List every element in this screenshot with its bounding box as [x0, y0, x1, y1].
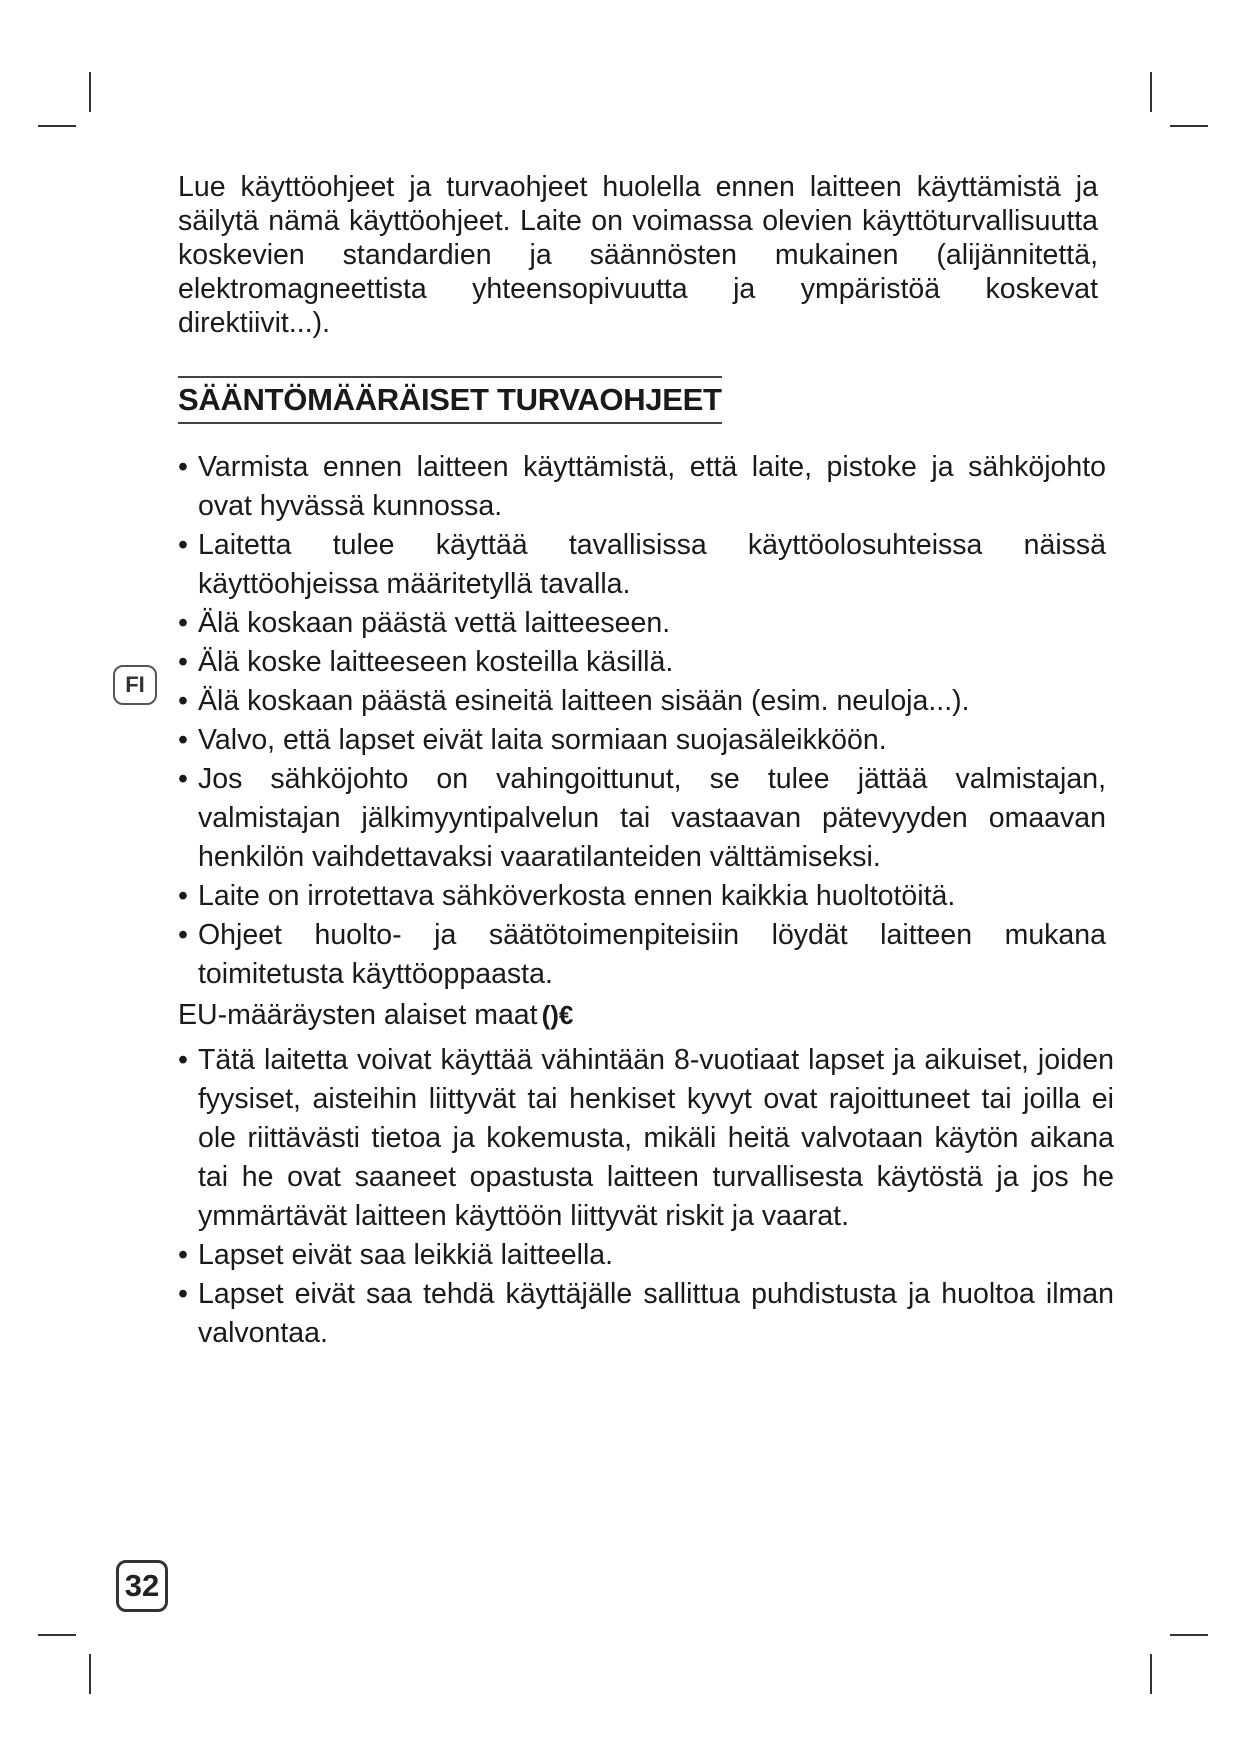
crop-mark-top-left-vertical	[89, 72, 91, 112]
crop-mark-bottom-left-horizontal	[38, 1634, 76, 1636]
eu-instructions-list	[178, 1041, 1114, 1353]
list-item: • Jos sähköjohto on vahingoittunut, se tulee jättää valmistajan, valmistajan jälkimyyntipalvelun tai vastaavan pätevyyden omaavan henkilön vaihdettavaksi vaaratilanteiden välttämiseksi.	[178, 760, 1106, 877]
eu-countries-label	[178, 997, 573, 1033]
list-item: • Laite on irrotettava sähköverkosta ennen kaikkia huoltotöitä.	[178, 877, 1106, 916]
list-item: • Ohjeet huolto- ja säätötoimenpiteisiin löydät laitteen mukana toimitetusta käyttöoppaasta.	[178, 916, 1106, 994]
intro-paragraph: Lue käyttöohjeet ja turvaohjeet huolella ennen laitteen käyttämistä ja säilytä nämä käyttöohjeet. Laite on voimassa olevien käyttöturvallisuutta koskevien standardien ja säännösten mukainen (alijännitettä, elektromagneettista yhteensopivuutta ja ympäristöä koskevat direktiivit...).	[178, 171, 1098, 339]
crop-mark-bottom-right-vertical	[1150, 1654, 1152, 1694]
list-item: • Älä koske laitteeseen kosteilla käsillä.	[178, 643, 1106, 682]
crop-mark-top-left-horizontal	[38, 125, 76, 127]
list-item: • Lapset eivät saa tehdä käyttäjälle sallittua puhdistusta ja huoltoa ilman valvontaa.	[178, 1275, 1114, 1353]
crop-mark-top-right-horizontal	[1170, 125, 1208, 127]
crop-mark-bottom-left-vertical	[89, 1654, 91, 1694]
safety-instructions-list	[178, 448, 1106, 994]
section-heading: SÄÄNTÖMÄÄRÄISET TURVAOHJEET	[178, 382, 722, 417]
page-number: 32	[116, 1560, 168, 1612]
list-item: • Älä koskaan päästä esineitä laitteen sisään (esim. neuloja...).	[178, 682, 1106, 721]
list-item: • Varmista ennen laitteen käyttämistä, että laite, pistoke ja sähköjohto ovat hyvässä kunnossa.	[178, 448, 1106, 526]
eu-label-text: EU-määräysten alaiset maat	[178, 999, 538, 1031]
list-item: • Älä koskaan päästä vettä laitteeseen.	[178, 604, 1106, 643]
ce-mark-icon: ()€	[541, 1000, 574, 1030]
crop-mark-bottom-right-horizontal	[1170, 1634, 1208, 1636]
list-item: • Lapset eivät saa leikkiä laitteella.	[178, 1236, 1114, 1275]
list-item: • Tätä laitetta voivat käyttää vähintään 8-vuotiaat lapset ja aikuiset, joiden fyysiset, aisteihin liittyvät tai henkiset kyvyt ovat rajoittuneet tai joilla ei ole riittävästi tietoa ja kokemusta, mikäli heitä valvotaan käytön aikana tai he ovat saaneet opastusta laitteen turvallisesta käytöstä ja jos he ymmärtävät laitteen käyttöön liittyvät riskit ja vaarat.	[178, 1041, 1114, 1236]
crop-mark-top-right-vertical	[1150, 72, 1152, 112]
list-item: • Valvo, että lapset eivät laita sormiaan suojasäleikköön.	[178, 721, 1106, 760]
language-badge: FI	[113, 665, 157, 705]
list-item: • Laitetta tulee käyttää tavallisissa käyttöolosuhteissa näissä käyttöohjeissa määritetyllä tavalla.	[178, 526, 1106, 604]
section-heading-box	[178, 376, 722, 424]
